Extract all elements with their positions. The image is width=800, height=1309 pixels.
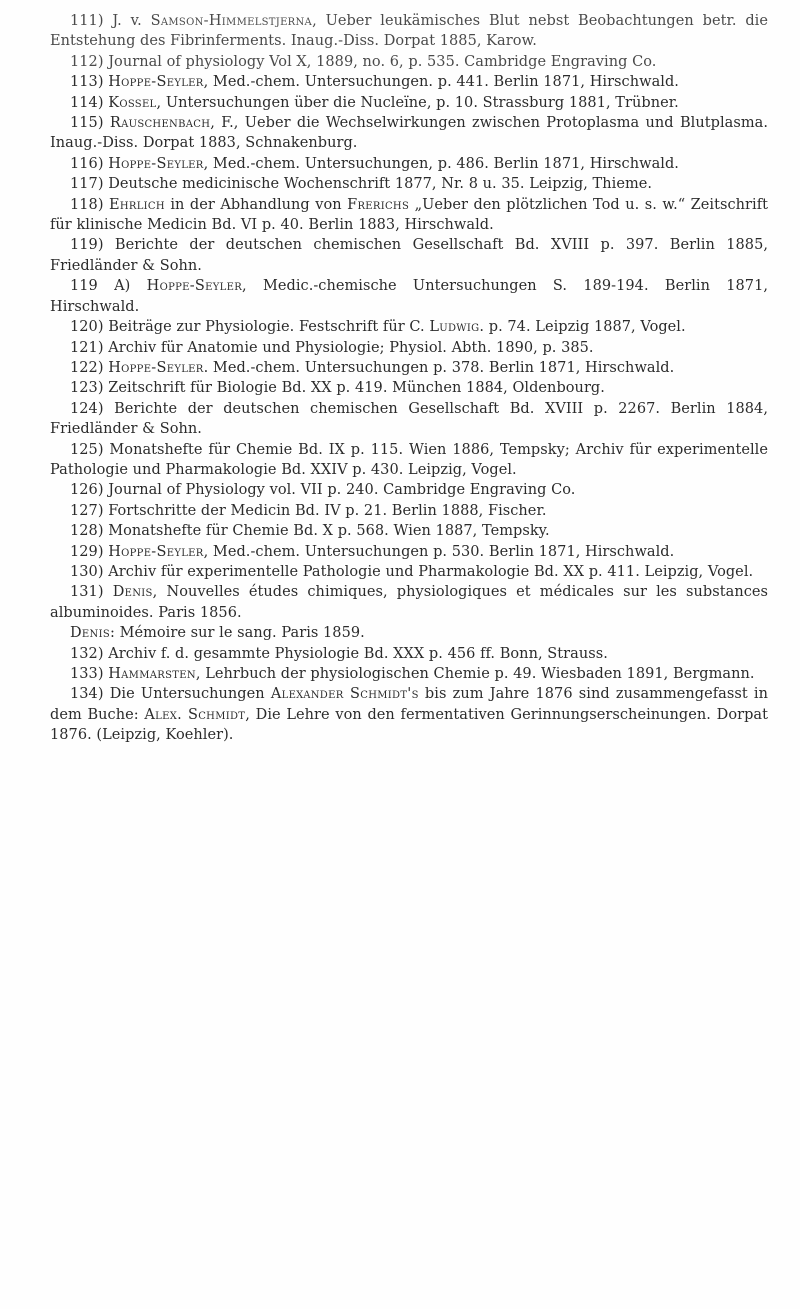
author-name: Hoppe-Seyler [108,359,204,376]
reference-text: 127) Fortschritte der Medicin Bd. IV p. 21. Berlin 1888, Fischer. [70,502,547,519]
author-name: Denis [70,625,110,642]
reference-text: , Lehrbuch der physiologischen Chemie p. 49. Wiesbaden 1891, Bergmann. [195,666,755,682]
reference-text: 118) [70,196,109,213]
reference-text: 113) [70,74,109,91]
reference-text: 128) Monatshefte für Chemie Bd. X p. 568. Wien 1887, Tempsky. [70,523,550,540]
reference-entry [50,235,768,276]
author-name: Hoppe-Seyler [108,543,204,560]
reference-text: 134) Die Untersuchungen [70,686,271,703]
reference-text: 131) [70,584,113,601]
reference-text: 129) [70,543,109,560]
author-name: Alexander Schmidt's [270,686,419,703]
author-name: Samson-Himmelstjerna [150,13,313,29]
reference-text: 116) [70,155,109,172]
reference-entry [50,440,768,481]
reference-entry [50,338,768,358]
reference-entry-continuation [50,623,768,643]
reference-entry [50,501,768,521]
reference-entry [50,664,768,684]
reference-entry [50,521,768,541]
reference-entry [50,317,768,337]
reference-text: : Mémoire sur le sang. Paris 1859. [109,625,365,642]
reference-entry [50,52,768,72]
reference-text: , F., Ueber die Wechselwirkungen zwischen Protoplasma und Blutplasma. Inaug.-Diss. Dorpat 1883, Schnakenburg. [50,115,768,152]
author-name: Rauschenbach [109,115,211,132]
reference-text: , Ueber leukämisches Blut nebst Beobachtungen betr. die Entstehung des Fibrinferments. Inaug.-Diss. Dorpat 1885, Karow. [50,13,768,50]
reference-text: , Medic.-chemische Untersuchungen S. 189-194. Berlin 1871, Hirschwald. [50,278,769,315]
reference-text: 133) [70,666,109,682]
reference-text: . p. 74. Leipzig 1887, Vogel. [479,319,686,336]
reference-text: 119 A) [70,278,147,295]
reference-entry [50,72,768,92]
reference-entry [50,195,768,236]
reference-text: 126) Journal of Physiology vol. VII p. 240. Cambridge Engraving Co. [70,482,576,499]
reference-list [50,11,768,746]
reference-text: „Ueber den plötzlichen Tod u. s. w.“ Zeitschrift für klinische Medicin Bd. VI p. 40. Berlin 1883, Hirschwald. [50,196,768,234]
reference-text: 114) [70,94,109,111]
reference-entry [50,174,768,194]
author-name: Frerichs [347,196,410,213]
reference-text: 122) [70,359,109,376]
reference-text: , Med.-chem. Untersuchungen p. 530. Berlin 1871, Hirschwald. [203,543,675,560]
author-name: Ehrlich [109,196,165,213]
reference-entry [50,358,768,378]
reference-entry [50,582,768,623]
author-name: Denis [112,584,153,601]
reference-text: , Med.-chem. Untersuchungen, p. 486. Berlin 1871, Hirschwald. [203,155,679,172]
reference-text: 124) Berichte der deutschen chemischen Gesellschaft Bd. XVIII p. 2267. Berlin 1884, Friedländer & Sohn. [50,400,768,438]
reference-text: , Die Lehre von den fermentativen Gerinnungserscheinungen. Dorpat 1876. (Leipzig, Koehler). [50,706,768,744]
reference-text: 125) Monatshefte für Chemie Bd. IX p. 115. Wien 1886, Tempsky; Archiv für experimentelle Pathologie und Pharmakologie Bd. XXIV p. 430. Leipzig, Vogel. [50,441,768,478]
reference-text: 115) [70,115,110,132]
reference-entry [50,378,768,398]
author-name: Hoppe-Seyler [146,278,243,295]
reference-entry [50,542,768,562]
reference-entry [50,276,768,317]
author-name: Ludwig [429,319,480,336]
reference-text: 112) Journal of physiology Vol X, 1889, no. 6, p. 535. Cambridge Engraving Co. [70,53,657,70]
reference-text: 120) Beiträge zur Physiologie. Festschrift für C. [70,319,430,336]
author-name: Hoppe-Seyler [108,74,204,91]
reference-text: 123) Zeitschrift für Biologie Bd. XX p. 419. München 1884, Oldenbourg. [70,380,605,397]
reference-entry [50,399,768,440]
reference-text: , Untersuchungen über die Nucleïne, p. 10. Strassburg 1881, Trübner. [156,94,679,111]
author-name: Kossel [108,94,157,111]
reference-text: 117) Deutsche medicinische Wochenschrift 1877, Nr. 8 u. 35. Leipzig, Thieme. [70,176,653,193]
reference-entry [50,154,768,174]
reference-entry [50,480,768,500]
reference-text: 119) Berichte der deutschen chemischen Gesellschaft Bd. XVIII p. 397. Berlin 1885, Friedländer & Sohn. [50,237,768,274]
reference-entry [50,684,768,745]
reference-entry [50,562,768,582]
reference-entry [50,93,768,113]
reference-text: 132) Archiv f. d. gesammte Physiologie Bd. XXX p. 456 ff. Bonn, Strauss. [70,645,608,662]
reference-entry [50,644,768,664]
reference-text: 111) J. v. [70,13,151,29]
reference-text: , Med.-chem. Untersuchungen. p. 441. Berlin 1871, Hirschwald. [203,74,679,91]
author-name: Alex. Schmidt [144,706,246,723]
reference-text: . Med.-chem. Untersuchungen p. 378. Berlin 1871, Hirschwald. [203,359,675,376]
author-name: Hammarsten [108,666,196,682]
reference-entry [50,113,768,154]
reference-entry [50,11,768,52]
reference-text: 130) Archiv für experimentelle Pathologie und Pharmakologie Bd. XX p. 411. Leipzig, Vogel. [70,563,754,580]
reference-text: bis zum Jahre 1876 sind zusammengefasst in dem Buche: [50,686,768,723]
reference-text: 121) Archiv für Anatomie und Physiologie; Physiol. Abth. 1890, p. 385. [70,339,594,356]
reference-text: , Nouvelles études chimiques, physiologiques et médicales sur les substances albuminoides. Paris 1856. [50,584,768,621]
reference-text: in der Abhandlung von [164,196,348,213]
author-name: Hoppe-Seyler [108,155,204,172]
